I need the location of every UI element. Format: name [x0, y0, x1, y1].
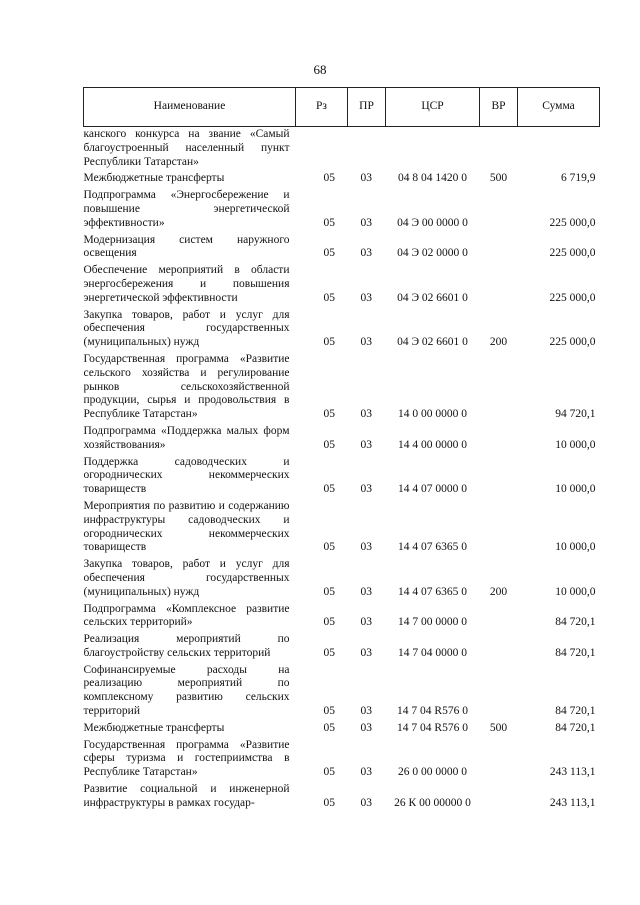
cell-pr: 03	[360, 541, 372, 554]
table-row	[84, 308, 600, 352]
cell-sum: 225 000,0	[549, 216, 596, 229]
cell-pr: 03	[360, 291, 372, 304]
cell-name: Поддержка садоводческих и огороднических некоммерческих товариществ	[83, 455, 290, 496]
table-row	[84, 602, 600, 633]
cell-rz: 05	[323, 483, 335, 496]
cell-csr: 14 4 07 6365 0	[398, 541, 467, 554]
cell-csr: 04 Э 02 0000 0	[397, 247, 468, 260]
cell-vr	[480, 127, 518, 172]
header-name: Наименование	[84, 88, 296, 127]
cell-vr	[480, 352, 518, 424]
cell-csr: 26 К 00 00000 0	[394, 796, 471, 809]
cell-vr	[480, 263, 518, 307]
cell-name: Мероприятия по развитию и содержанию инфраструктуры садоводческих и огороднических некоммерческих товариществ	[83, 499, 290, 554]
table-row	[84, 557, 600, 601]
cell-name: Подпрограмма «Энергосбережение и повышение энергетической эффективности»	[83, 189, 290, 229]
cell-rz: 05	[323, 796, 335, 809]
cell-name: Реализация мероприятий по благоустройству сельских территорий	[83, 633, 290, 659]
budget-table	[83, 87, 600, 813]
table-row	[84, 455, 600, 499]
cell-csr: 14 4 07 6365 0	[398, 585, 467, 598]
cell-pr: 03	[360, 247, 372, 260]
cell-vr	[480, 499, 518, 557]
cell-sum: 84 720,1	[555, 616, 596, 629]
cell-name: Софинансируемые расходы на реализацию мероприятий по комплексному развитию сельских территорий	[83, 663, 290, 718]
cell-csr: 14 7 00 0000 0	[398, 616, 467, 629]
cell-rz: 05	[323, 616, 335, 629]
header-vr: ВР	[480, 88, 518, 127]
cell-name: Государственная программа «Развитие сферы туризма и гостеприимства в Республике Татарстан»	[83, 738, 290, 779]
cell-vr	[480, 602, 518, 633]
cell-pr: 03	[360, 721, 372, 734]
cell-csr	[386, 127, 480, 172]
cell-pr: 03	[360, 646, 372, 659]
cell-sum: 10 000,0	[555, 585, 596, 598]
cell-rz: 05	[323, 585, 335, 598]
cell-vr: 500	[489, 172, 508, 185]
cell-pr: 03	[360, 705, 372, 718]
cell-pr	[348, 127, 386, 172]
cell-vr: 200	[489, 585, 508, 598]
cell-rz: 05	[323, 541, 335, 554]
cell-rz: 05	[323, 291, 335, 304]
cell-csr: 04 Э 02 6601 0	[397, 291, 468, 304]
cell-rz	[296, 127, 348, 172]
table-row	[84, 171, 600, 188]
table-row	[84, 127, 600, 172]
cell-name: Обеспечение мероприятий в области энергосбережения и повышения энергетической эффективности	[83, 264, 290, 304]
cell-rz: 05	[323, 721, 335, 734]
cell-pr: 03	[360, 616, 372, 629]
header-sum: Сумма	[518, 88, 600, 127]
cell-rz: 05	[323, 247, 335, 260]
cell-pr: 03	[360, 766, 372, 779]
cell-name: Межбюджетные трансферты	[83, 721, 225, 734]
table-row	[84, 738, 600, 782]
cell-name: Подпрограмма «Поддержка малых форм хозяйствования»	[83, 424, 290, 451]
cell-rz: 05	[323, 705, 335, 718]
cell-sum: 225 000,0	[549, 247, 596, 260]
table-row	[84, 352, 600, 424]
cell-sum: 6 719,9	[561, 172, 596, 185]
cell-rz: 05	[323, 408, 335, 421]
table-row	[84, 663, 600, 721]
cell-rz: 05	[323, 646, 335, 659]
table-row	[84, 424, 600, 455]
cell-sum: 225 000,0	[549, 336, 596, 349]
cell-vr	[480, 188, 518, 232]
table-row	[84, 233, 600, 264]
cell-rz: 05	[323, 336, 335, 349]
cell-sum: 225 000,0	[549, 291, 596, 304]
cell-sum: 243 113,1	[549, 766, 596, 779]
table-row	[84, 188, 600, 232]
table-header	[84, 88, 600, 127]
header-pr: ПР	[348, 88, 386, 127]
cell-pr: 03	[360, 483, 372, 496]
cell-name: Государственная программа «Развитие сельского хозяйства и регулирование рынков сельскохозяйственной продукции, сырья и продовольствия в Республике Татарстан»	[83, 352, 290, 421]
cell-vr	[480, 233, 518, 264]
table-row	[84, 782, 600, 813]
cell-vr: 200	[489, 336, 508, 349]
page-number: 68	[313, 62, 327, 77]
cell-csr: 14 7 04 R576 0	[397, 705, 468, 718]
cell-pr: 03	[360, 438, 372, 451]
cell-vr	[480, 782, 518, 813]
cell-csr: 04 8 04 1420 0	[398, 172, 467, 185]
cell-name: Закупка товаров, работ и услуг для обеспечения государственных (муниципальных) нужд	[83, 558, 290, 598]
cell-vr: 500	[489, 721, 508, 734]
cell-sum: 94 720,1	[555, 408, 596, 421]
cell-sum: 10 000,0	[555, 438, 596, 451]
cell-csr: 14 4 07 0000 0	[398, 483, 467, 496]
cell-name: Закупка товаров, работ и услуг для обеспечения государственных (муниципальных) нужд	[83, 308, 290, 349]
cell-sum: 84 720,1	[555, 721, 596, 734]
cell-sum: 84 720,1	[555, 705, 596, 718]
cell-rz: 05	[323, 172, 335, 185]
table-row	[84, 632, 600, 663]
cell-sum: 243 113,1	[549, 796, 596, 809]
table-body	[84, 127, 600, 813]
cell-pr: 03	[360, 172, 372, 185]
cell-pr: 03	[360, 585, 372, 598]
cell-name: Подпрограмма «Комплексное развитие сельских территорий»	[83, 602, 290, 629]
cell-csr: 26 0 00 0000 0	[398, 766, 467, 779]
cell-rz: 05	[323, 216, 335, 229]
cell-name: Межбюджетные трансферты	[83, 172, 225, 185]
table-row	[84, 721, 600, 738]
cell-sum: 10 000,0	[555, 541, 596, 554]
cell-vr	[480, 738, 518, 782]
cell-pr: 03	[360, 216, 372, 229]
cell-pr: 03	[360, 408, 372, 421]
cell-pr: 03	[360, 336, 372, 349]
cell-csr: 14 7 04 0000 0	[398, 646, 467, 659]
header-rz: Рз	[296, 88, 348, 127]
cell-csr: 14 7 04 R576 0	[397, 721, 468, 734]
cell-name: Модернизация систем наружного освещения	[83, 233, 290, 260]
header-csr: ЦСР	[386, 88, 480, 127]
cell-csr: 14 0 00 0000 0	[398, 408, 467, 421]
cell-vr	[480, 663, 518, 721]
cell-rz: 05	[323, 438, 335, 451]
cell-name: канского конкурса на звание «Самый благоустроенный населенный пункт Республики Татарстан»	[83, 128, 290, 168]
table-row	[84, 263, 600, 307]
cell-vr	[480, 424, 518, 455]
cell-pr: 03	[360, 796, 372, 809]
cell-sum: 10 000,0	[555, 483, 596, 496]
cell-vr	[480, 455, 518, 499]
cell-sum	[518, 127, 600, 172]
cell-sum: 84 720,1	[555, 646, 596, 659]
table-row	[84, 499, 600, 557]
cell-csr: 14 4 00 0000 0	[398, 438, 467, 451]
cell-rz: 05	[323, 766, 335, 779]
cell-csr: 04 Э 02 6601 0	[397, 336, 468, 349]
cell-name: Развитие социальной и инженерной инфраструктуры в рамках государ-	[83, 783, 290, 809]
cell-csr: 04 Э 00 0000 0	[397, 216, 468, 229]
cell-vr	[480, 632, 518, 663]
